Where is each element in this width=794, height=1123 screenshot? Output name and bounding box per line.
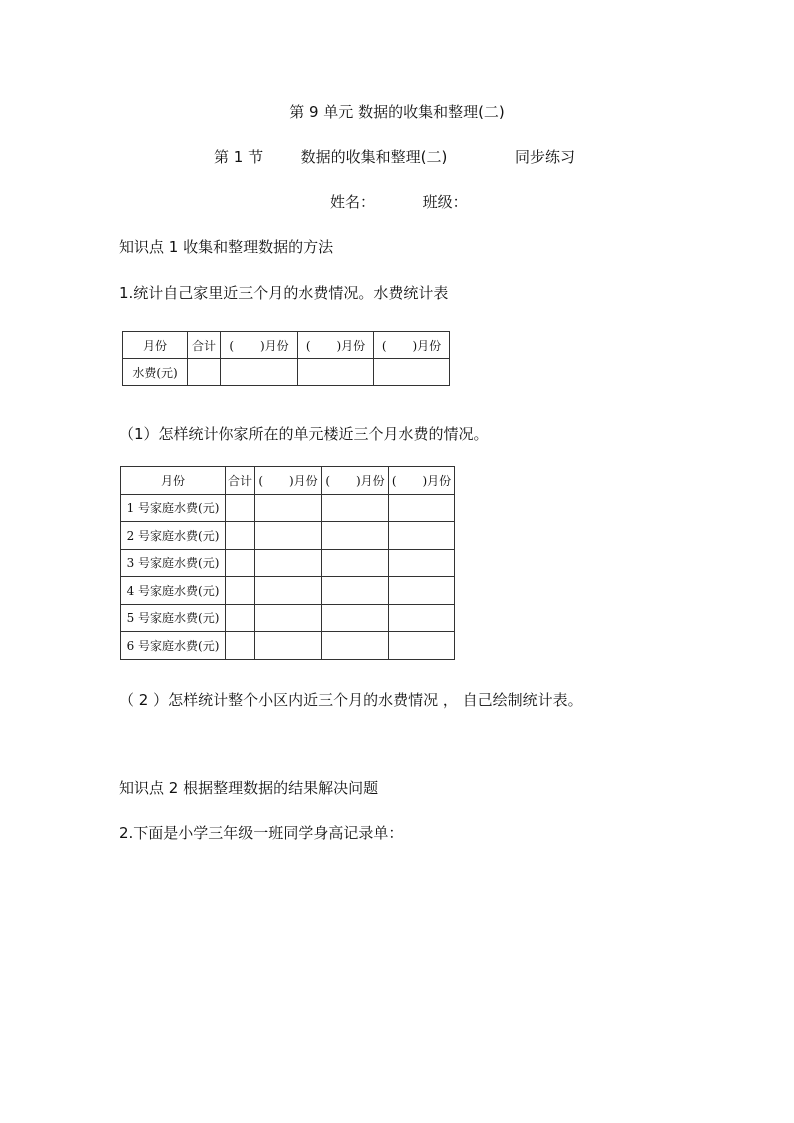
table-cell[interactable] (188, 359, 221, 386)
table-row (121, 522, 455, 550)
table-cell[interactable] (374, 359, 450, 386)
table-cell[interactable] (255, 522, 322, 550)
month-column-header: ( )月份 (255, 467, 322, 495)
class-label: 班级： (422, 193, 468, 211)
table-cell[interactable] (255, 577, 322, 605)
table-cell[interactable] (226, 577, 255, 605)
sub-question-2: （ 2 ）怎样统计整个小区内近三个月的水费情况 ， 自己绘制统计表。 (119, 691, 583, 709)
month-column-header: ( )月份 (298, 332, 374, 359)
table-cell[interactable] (226, 494, 255, 522)
row-label: 2 号家庭水费(元) (121, 522, 226, 550)
total-header: 合计 (188, 332, 221, 359)
table-cell[interactable] (298, 359, 374, 386)
month-column-header: ( )月份 (221, 332, 298, 359)
row-label: 4 号家庭水费(元) (121, 577, 226, 605)
table-cell[interactable] (389, 632, 455, 660)
table-cell[interactable] (322, 549, 389, 577)
section-title-line (214, 146, 575, 167)
table-cell[interactable] (389, 577, 455, 605)
table-cell[interactable] (255, 604, 322, 632)
water-fee-table (122, 331, 450, 386)
student-info-line (330, 191, 468, 212)
row-label: 3 号家庭水费(元) (121, 549, 226, 577)
table-cell[interactable] (389, 604, 455, 632)
unit-title: 第 9 单元 数据的收集和整理(二) (289, 103, 505, 121)
table-row (123, 359, 450, 386)
building-water-fee-table (120, 466, 455, 660)
table-row (121, 604, 455, 632)
table-cell[interactable] (255, 632, 322, 660)
table-cell[interactable] (322, 494, 389, 522)
table-cell[interactable] (226, 549, 255, 577)
table-row (121, 632, 455, 660)
table-cell[interactable] (226, 604, 255, 632)
table-cell[interactable] (255, 549, 322, 577)
table-header-row (121, 467, 455, 495)
section-suffix: 同步练习 (514, 148, 575, 166)
row-label: 1 号家庭水费(元) (121, 494, 226, 522)
month-column-header: ( )月份 (389, 467, 455, 495)
table-cell[interactable] (322, 632, 389, 660)
month-header: 月份 (123, 332, 188, 359)
section-label: 第 1 节 (214, 148, 264, 166)
table-row (121, 549, 455, 577)
table-cell[interactable] (322, 604, 389, 632)
knowledge-point-1-heading: 知识点 1 收集和整理数据的方法 (119, 238, 334, 256)
knowledge-point-2-heading: 知识点 2 根据整理数据的结果解决问题 (119, 779, 379, 797)
row-label: 6 号家庭水费(元) (121, 632, 226, 660)
month-column-header: ( )月份 (374, 332, 450, 359)
month-column-header: ( )月份 (322, 467, 389, 495)
name-label: 姓名： (330, 193, 376, 211)
table-header-row (123, 332, 450, 359)
sub-question-1: （1）怎样统计你家所在的单元楼近三个月水费的情况。 (119, 425, 489, 443)
table-cell[interactable] (255, 494, 322, 522)
table-row (121, 494, 455, 522)
section-title: 数据的收集和整理(二) (300, 148, 448, 166)
question-2: 2.下面是小学三年级一班同学身高记录单： (119, 824, 404, 842)
table-cell[interactable] (389, 549, 455, 577)
row-label: 5 号家庭水费(元) (121, 604, 226, 632)
table-cell[interactable] (221, 359, 298, 386)
table-row (121, 577, 455, 605)
table-cell[interactable] (226, 632, 255, 660)
total-header: 合计 (226, 467, 255, 495)
table-cell[interactable] (389, 522, 455, 550)
month-header: 月份 (121, 467, 226, 495)
question-1: 1.统计自己家里近三个月的水费情况。水费统计表 (119, 284, 449, 302)
row-label: 水费(元) (123, 359, 188, 386)
table-cell[interactable] (226, 522, 255, 550)
table-cell[interactable] (322, 522, 389, 550)
table-cell[interactable] (322, 577, 389, 605)
table-cell[interactable] (389, 494, 455, 522)
